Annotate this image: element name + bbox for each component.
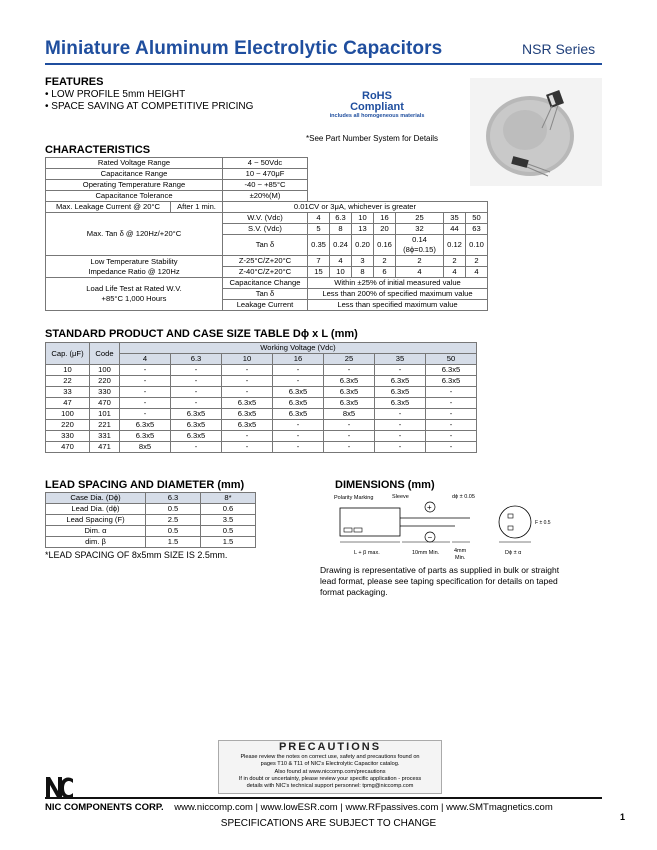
cell-value: 0.5: [146, 526, 201, 537]
life-label-2: +85°C 1,000 Hours: [101, 294, 167, 303]
size-cell: -: [120, 365, 171, 376]
cell-value: 2: [444, 256, 466, 267]
cell-label: Z-40°C/Z+20°C: [223, 267, 308, 278]
code-cell: 471: [90, 442, 120, 453]
company-name: NIC COMPONENTS CORP.: [45, 802, 164, 813]
size-cell: 6.3x5: [324, 398, 375, 409]
size-cell: 6.3x5: [222, 409, 273, 420]
table-row: [46, 202, 488, 213]
size-cell: 6.3x5: [324, 376, 375, 387]
cell-value: 2: [374, 256, 396, 267]
dimensions-note: Drawing is representative of parts as supplied in bulk or straight lead format, please see taping specification for details on taped format packaging.: [320, 565, 560, 597]
rohs-line1: RoHS: [362, 90, 392, 102]
size-cell: -: [324, 420, 375, 431]
table-row: [46, 191, 488, 202]
size-cell: -: [273, 420, 324, 431]
column-header: 8*: [201, 493, 256, 504]
dimensions-heading: DIMENSIONS (mm): [335, 479, 435, 491]
column-header: Code: [90, 343, 120, 365]
size-cell: -: [120, 409, 171, 420]
table-row: [46, 256, 488, 267]
column-header: 6.3: [171, 354, 222, 365]
cap-cell: 100: [46, 409, 90, 420]
table-row: [46, 169, 488, 180]
footer-rule: [45, 797, 602, 799]
cell-value: 3: [352, 256, 374, 267]
cell-label: Lead Spacing (F): [46, 515, 146, 526]
precautions-box: [218, 740, 442, 794]
cell-value: 3.5: [201, 515, 256, 526]
code-cell: 101: [90, 409, 120, 420]
cell-label: Capacitance Range: [46, 169, 223, 180]
size-cell: 6.3x5: [426, 365, 477, 376]
size-cell: -: [273, 365, 324, 376]
size-cell: -: [171, 398, 222, 409]
size-cell: 6.3x5: [375, 387, 426, 398]
size-cell: -: [426, 409, 477, 420]
cell-value: 6: [374, 267, 396, 278]
size-cell: 6.3x5: [171, 431, 222, 442]
cell-value: 4: [330, 256, 352, 267]
cell-label: Tan δ: [223, 235, 308, 256]
table-row: [46, 398, 477, 409]
cell-value: 35: [444, 213, 466, 224]
size-cell: -: [222, 376, 273, 387]
lead-spacing-table: [45, 492, 256, 548]
cell-value: Less than 200% of specified maximum value: [308, 289, 488, 300]
length-label: L + β max.: [354, 550, 380, 556]
cell-label: Leakage Current: [223, 300, 308, 311]
column-header: Case Dia. (Dϕ): [46, 493, 146, 504]
size-cell: 6.3x5: [222, 420, 273, 431]
cell-value: 1.5: [146, 537, 201, 548]
table-row: [46, 420, 477, 431]
cell-value: 25: [396, 213, 444, 224]
standard-table-heading: STANDARD PRODUCT AND CASE SIZE TABLE Dϕ x L (mm): [45, 328, 358, 340]
cell-label: Capacitance Tolerance: [46, 191, 223, 202]
code-cell: 221: [90, 420, 120, 431]
tand-25-note: (8ϕ=0.15): [403, 245, 436, 254]
size-cell: 8x5: [120, 442, 171, 453]
part-number-note: *See Part Number System for Details: [306, 134, 439, 143]
size-cell: -: [324, 365, 375, 376]
cell-value: 20: [374, 224, 396, 235]
min10-label: 10mm Min.: [412, 550, 440, 556]
table-row: [46, 504, 256, 515]
cell-value: 16: [374, 213, 396, 224]
column-header: 35: [375, 354, 426, 365]
size-cell: -: [426, 442, 477, 453]
feature-item: • LOW PROFILE 5mm HEIGHT: [45, 89, 186, 100]
size-cell: -: [375, 420, 426, 431]
cell-label: Capacitance Change: [223, 278, 308, 289]
cell-value: 2.5: [146, 515, 201, 526]
tand-25-value: 0.14: [412, 235, 427, 244]
cell-value: 13: [352, 224, 374, 235]
size-cell: 6.3x5: [171, 420, 222, 431]
size-cell: -: [171, 376, 222, 387]
polarity-label: Polarity Marking: [334, 495, 374, 501]
size-cell: -: [171, 365, 222, 376]
cell-label: Rated Voltage Range: [46, 158, 223, 169]
size-cell: -: [273, 442, 324, 453]
code-cell: 470: [90, 398, 120, 409]
precautions-line: details with NIC's technical support personnel: tpmg@niccomp.com: [246, 783, 414, 790]
size-cell: 8x5: [324, 409, 375, 420]
table-row: [46, 409, 477, 420]
footer-links[interactable]: www.niccomp.com | www.lowESR.com | www.RFpassives.com | www.SMTmagnetics.com: [174, 802, 553, 813]
cell-label: Max. Leakage Current @ 20°C: [46, 202, 171, 213]
cap-cell: 470: [46, 442, 90, 453]
cell-label: Z-25°C/Z+20°C: [223, 256, 308, 267]
cell-value: 44: [444, 224, 466, 235]
dimensions-drawing: [330, 490, 560, 560]
sleeve-label: Sleeve: [392, 494, 409, 500]
cell-value: Less than specified maximum value: [308, 300, 488, 311]
table-row: [46, 442, 477, 453]
cell-value: 4: [466, 267, 488, 278]
cell-value: 2: [396, 256, 444, 267]
size-cell: -: [375, 431, 426, 442]
size-cell: 6.3x5: [273, 409, 324, 420]
dia-label: Dϕ ± α: [505, 550, 522, 556]
cell-value: 0.24: [330, 235, 352, 256]
cap-cell: 47: [46, 398, 90, 409]
product-photo: [470, 78, 602, 186]
cell-value: 4: [444, 267, 466, 278]
cell-value: Within ±25% of initial measured value: [308, 278, 488, 289]
cell-value: [396, 235, 444, 256]
cell-value: 0.6: [201, 504, 256, 515]
footer-bar: [45, 802, 553, 813]
size-cell: -: [375, 365, 426, 376]
cap-cell: 10: [46, 365, 90, 376]
cap-cell: 33: [46, 387, 90, 398]
features-heading: FEATURES: [45, 76, 104, 88]
table-row: [46, 158, 488, 169]
svg-text:−: −: [427, 533, 433, 542]
standard-product-table: [45, 342, 477, 453]
cell-value: 8: [330, 224, 352, 235]
size-cell: -: [120, 376, 171, 387]
column-header: 50: [426, 354, 477, 365]
column-header: 6.3: [146, 493, 201, 504]
title-rule: [45, 63, 602, 65]
column-header: 25: [324, 354, 375, 365]
cell-label: Lead Dia. (dϕ): [46, 504, 146, 515]
page-number: 1: [620, 812, 626, 822]
cell-value: 10 ~ 470μF: [223, 169, 308, 180]
cap-cell: 22: [46, 376, 90, 387]
cell-label: Dim. α: [46, 526, 146, 537]
table-row: [46, 537, 256, 548]
cell-value: 0.10: [466, 235, 488, 256]
size-cell: -: [222, 431, 273, 442]
cell-label: Max. Tan δ @ 120Hz/+20°C: [46, 213, 223, 256]
column-header: 4: [120, 354, 171, 365]
cell-value: 0.12: [444, 235, 466, 256]
size-cell: -: [273, 376, 324, 387]
size-cell: 6.3x5: [120, 420, 171, 431]
cap-cell: 220: [46, 420, 90, 431]
table-row: [46, 387, 477, 398]
size-cell: -: [222, 365, 273, 376]
table-row: [46, 180, 488, 191]
lead-table-heading: LEAD SPACING AND DIAMETER (mm): [45, 479, 245, 491]
life-label-1: Load Life Test at Rated W.V.: [86, 284, 182, 293]
cell-value: 50: [466, 213, 488, 224]
cell-value: 1.5: [201, 537, 256, 548]
size-cell: -: [171, 442, 222, 453]
size-cell: -: [120, 398, 171, 409]
table-header-row: [46, 493, 256, 504]
table-row: [46, 431, 477, 442]
cell-value: 4 ~ 50Vdc: [223, 158, 308, 169]
page-title: Miniature Aluminum Electrolytic Capacitors: [45, 38, 443, 59]
column-header: Cap. (μF): [46, 343, 90, 365]
cell-value: 10: [330, 267, 352, 278]
code-cell: 331: [90, 431, 120, 442]
size-cell: -: [324, 442, 375, 453]
table-row: [46, 376, 477, 387]
cell-value: 4: [396, 267, 444, 278]
min4-label-1: 4mm: [454, 548, 467, 554]
cell-value: 10: [352, 213, 374, 224]
size-cell: -: [120, 387, 171, 398]
min4-label-2: Min.: [455, 555, 466, 560]
cell-label: W.V. (Vdc): [223, 213, 308, 224]
feature-item: • SPACE SAVING AT COMPETITIVE PRICING: [45, 101, 254, 112]
precautions-title: PRECAUTIONS: [278, 741, 382, 753]
cell-label: S.V. (Vdc): [223, 224, 308, 235]
rohs-line3: includes all homogeneous materials: [329, 113, 425, 119]
characteristics-heading: CHARACTERISTICS: [45, 144, 151, 156]
cell-value: 0.5: [201, 526, 256, 537]
lead-note: *LEAD SPACING OF 8x5mm SIZE IS 2.5mm.: [45, 550, 228, 560]
size-cell: -: [375, 409, 426, 420]
cell-value: 15: [308, 267, 330, 278]
cell-value: 32: [396, 224, 444, 235]
cell-label: Operating Temperature Range: [46, 180, 223, 191]
cell-value: ±20%(M): [223, 191, 308, 202]
table-row: [46, 515, 256, 526]
spec-notice: SPECIFICATIONS ARE SUBJECT TO CHANGE: [220, 818, 437, 829]
cell-value: 4: [308, 213, 330, 224]
size-cell: -: [273, 431, 324, 442]
size-cell: -: [222, 387, 273, 398]
size-cell: 6.3x5: [426, 376, 477, 387]
code-cell: 220: [90, 376, 120, 387]
lead-dia-label: dϕ ± 0.05: [452, 494, 475, 500]
cell-label: dim. β: [46, 537, 146, 548]
cell-value: 0.35: [308, 235, 330, 256]
cell-value: 7: [308, 256, 330, 267]
cell-value: 0.01CV or 3μA, whichever is greater: [223, 202, 488, 213]
cell-label: After 1 min.: [171, 202, 223, 213]
cell-value: 0.5: [146, 504, 201, 515]
size-cell: 6.3x5: [324, 387, 375, 398]
cell-value: 2: [466, 256, 488, 267]
size-cell: 6.3x5: [222, 398, 273, 409]
svg-text:+: +: [427, 503, 432, 512]
table-row: [46, 526, 256, 537]
rohs-line2: Compliant: [350, 101, 404, 113]
cell-value: 5: [308, 224, 330, 235]
code-cell: 330: [90, 387, 120, 398]
size-cell: 6.3x5: [273, 398, 324, 409]
column-header: 10: [222, 354, 273, 365]
size-cell: -: [426, 398, 477, 409]
size-cell: 6.3x5: [171, 409, 222, 420]
table-row: [46, 365, 477, 376]
size-cell: 6.3x5: [375, 376, 426, 387]
cell-value: -40 ~ +85°C: [223, 180, 308, 191]
table-row: [46, 213, 488, 224]
precautions-line: Please review the notes on correct use, safety and precautions found on: [240, 754, 420, 760]
cell-label: [46, 278, 223, 311]
f-label: F ± 0.5: [535, 520, 551, 526]
code-cell: 100: [90, 365, 120, 376]
size-cell: 6.3x5: [273, 387, 324, 398]
cell-value: 63: [466, 224, 488, 235]
size-cell: -: [426, 387, 477, 398]
characteristics-table: [45, 157, 488, 311]
cell-label: [46, 256, 223, 278]
table-row: [46, 278, 488, 289]
cell-value: 0.20: [352, 235, 374, 256]
cell-value: 0.16: [374, 235, 396, 256]
precautions-line: Also found at www.niccomp.com/precautions: [274, 768, 386, 775]
size-cell: -: [426, 431, 477, 442]
precautions-line: pages T10 & T11 of NIC's Electrolytic Capacitor catalog.: [260, 761, 400, 768]
table-header-row: [46, 343, 477, 354]
lts-label-1: Low Temperature Stability: [90, 256, 178, 266]
precautions-line: If in doubt or uncertainty, please review your specific application - process: [238, 775, 422, 782]
cell-value: 8: [352, 267, 374, 278]
size-cell: 6.3x5: [375, 398, 426, 409]
cell-value: 6.3: [330, 213, 352, 224]
rohs-badge: [322, 90, 432, 119]
column-header: 16: [273, 354, 324, 365]
series-name: NSR Series: [522, 41, 596, 57]
column-header: Working Voltage (Vdc): [120, 343, 477, 354]
size-cell: -: [324, 431, 375, 442]
size-cell: -: [171, 387, 222, 398]
size-cell: -: [426, 420, 477, 431]
cell-label: Tan δ: [223, 289, 308, 300]
size-cell: -: [222, 442, 273, 453]
size-cell: 6.3x5: [120, 431, 171, 442]
lts-label-2: Impedance Ratio @ 120Hz: [88, 266, 180, 276]
cap-cell: 330: [46, 431, 90, 442]
size-cell: -: [375, 442, 426, 453]
